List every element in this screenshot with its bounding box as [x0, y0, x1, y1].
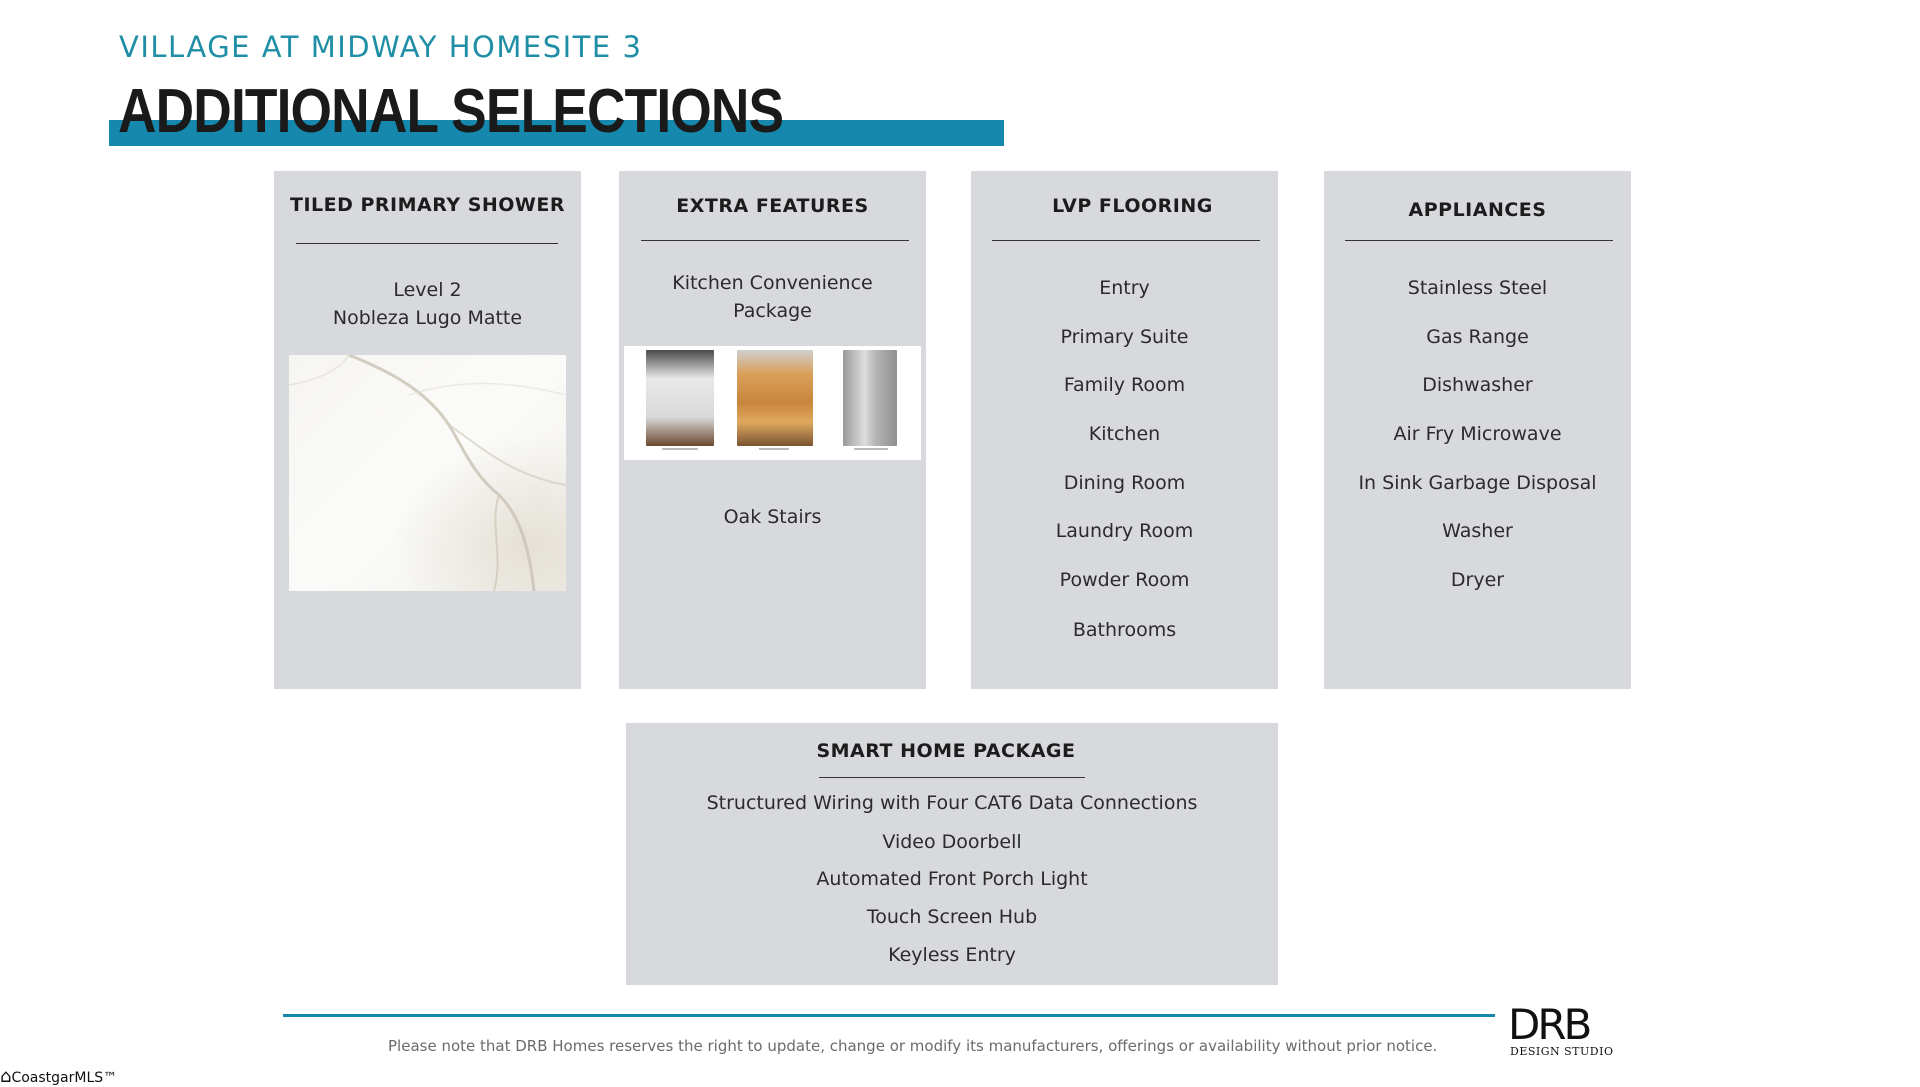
shower-level: Level 2 [393, 279, 462, 301]
page-title: ADDITIONAL SELECTIONS [118, 77, 784, 146]
lvp-item: Primary Suite [1060, 326, 1189, 348]
appliance-item: In Sink Garbage Disposal [1358, 472, 1597, 494]
footer-divider [283, 1014, 1495, 1017]
panel-appliances [1324, 171, 1631, 689]
panel-heading: SMART HOME PACKAGE [816, 740, 1076, 762]
kitchen-package-images [624, 346, 921, 460]
house-icon: ⌂ [0, 1066, 12, 1087]
lvp-item: Laundry Room [1055, 520, 1194, 542]
smart-item: Video Doorbell [882, 831, 1022, 853]
panel-heading: LVP FLOORING [1052, 195, 1213, 217]
panel-smart-home-package [626, 723, 1278, 985]
oak-stairs: Oak Stairs [723, 506, 822, 528]
appliance-item: Washer [1442, 520, 1513, 542]
lvp-item: Dining Room [1063, 472, 1186, 494]
pull-out-shelves-image [737, 350, 813, 446]
appliance-item: Dishwasher [1422, 374, 1533, 396]
heading-divider [641, 240, 909, 241]
lvp-item: Bathrooms [1072, 619, 1177, 641]
panel-tiled-primary-shower [274, 171, 581, 689]
lvp-item: Kitchen [1088, 423, 1161, 445]
panel-lvp-flooring [971, 171, 1278, 689]
page-subtitle: VILLAGE AT MIDWAY HOMESITE 3 [119, 30, 643, 64]
package-line-2: Package [733, 300, 812, 322]
drb-logo-subtitle: DESIGN STUDIO [1510, 1045, 1614, 1058]
smart-item: Touch Screen Hub [866, 906, 1038, 928]
refrigerator-image [843, 350, 897, 446]
package-line-1: Kitchen Convenience [672, 272, 873, 294]
marble-tile-image [289, 355, 566, 591]
panel-extra-features [619, 171, 926, 689]
disclaimer-text: Please note that DRB Homes reserves the right to update, change or modify its manufacturers, offerings or availability without prior notice. [388, 1037, 1438, 1055]
pull-out-trash-image [646, 350, 714, 446]
smart-item: Structured Wiring with Four CAT6 Data Connections [706, 792, 1198, 814]
mls-watermark: ⌂CoastgarMLS™ [0, 1066, 118, 1087]
appliance-item: Gas Range [1426, 326, 1529, 348]
lvp-item: Entry [1099, 277, 1150, 299]
smart-item: Automated Front Porch Light [816, 868, 1088, 890]
appliance-item: Dryer [1450, 569, 1505, 591]
lvp-item: Powder Room [1059, 569, 1190, 591]
smart-item: Keyless Entry [888, 944, 1016, 966]
drb-logo: DRB [1508, 1000, 1590, 1049]
lvp-item: Family Room [1063, 374, 1186, 396]
appliance-item: Stainless Steel [1407, 277, 1548, 299]
heading-divider [992, 240, 1260, 241]
appliance-item: Air Fry Microwave [1393, 423, 1562, 445]
heading-divider [819, 777, 1085, 778]
shower-tile-name: Nobleza Lugo Matte [332, 307, 523, 329]
panel-heading: APPLIANCES [1408, 199, 1547, 221]
heading-divider [1345, 240, 1613, 241]
panel-heading: TILED PRIMARY SHOWER [289, 194, 565, 216]
panel-heading: EXTRA FEATURES [676, 195, 869, 217]
heading-divider [296, 243, 558, 244]
